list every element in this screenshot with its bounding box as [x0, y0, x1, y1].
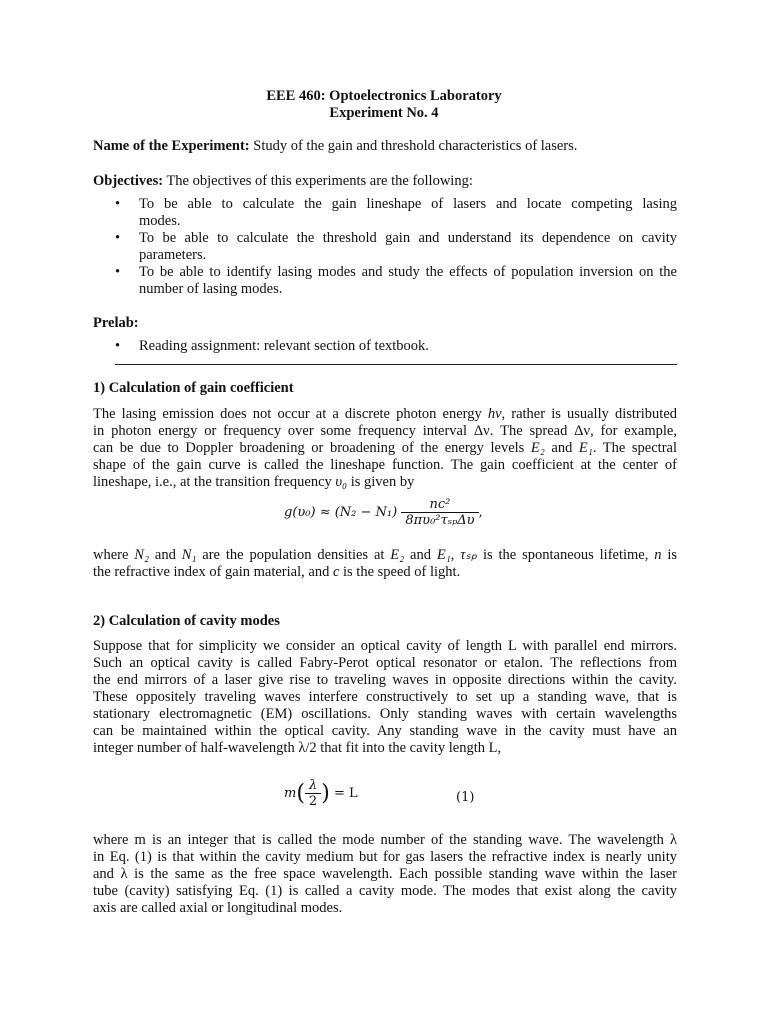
section-1-paragraph: The lasing emission does not occur at a discrete photon energy hν, rather is usually distributed in photon energy or frequency over some frequency interval Δν. The spread Δν, for example, can be due to Doppler broadening or broadening of the energy levels E₂ and E₁. The spectral shape of the gain curve is called the lineshape function. The gain coefficient at the center of lineshape, i.e., at the transition frequency υ₀ is given by	[93, 406, 678, 490]
section-2-after: where m is an integer that is called the mode number of the standing wave. The wavelength λ in Eq. (1) is that within the cavity medium but for gas lasers the refractive index is nearly unity and λ is the same as the free space wavelength. Each possible standing wave within the laser tube (cavity) satisfying Eq. (1) is called a cavity mode. The modes that exist along the cavity axis are called axial or longitudinal modes.	[93, 832, 677, 916]
list-item: • To be able to calculate the threshold gain and understand its dependence on cavity parameters.	[93, 230, 677, 264]
experiment-number: Experiment No. 4	[329, 105, 439, 121]
section-1-where: where N₂ and N₁ are the population densities at E₂ and E₁, τₛₚ is the spontaneous lifetime, n is the refractive index of gain material, and c is the speed of light.	[93, 547, 678, 580]
objectives-intro	[93, 173, 677, 190]
gain-equation: g(υ₀) ≈ (N₂ − N₁) $\frac{\text{nc²}}{\text{8πυ₀²τₛₚΔυ}}$ ,	[284, 497, 483, 528]
list-item: • To be able to calculate the gain lineshape of lasers and locate competing lasing modes.	[93, 196, 677, 230]
list-item: • To be able to identify lasing modes and study the effects of population inversion on the number of lasing modes.	[93, 264, 677, 298]
section-2-heading: 2) Calculation of cavity modes	[93, 613, 280, 629]
experiment-name	[93, 138, 677, 155]
section-1-heading: 1) Calculation of gain coefficient	[93, 380, 294, 396]
mode-equation: m( $\frac{\lambda}{2}$ ) = L	[284, 778, 358, 809]
experiment-name-text: Study of the gain and threshold characteristics of lasers.	[253, 138, 578, 154]
objectives-text: The objectives of this experiments are the following:	[166, 173, 473, 189]
equation-number: (1)	[456, 790, 475, 805]
prelab-list	[93, 338, 677, 355]
section-2-paragraph: Suppose that for simplicity we consider an optical cavity of length L with parallel end mirrors. Such an optical cavity is called Fabry-Perot optical resonator or etalon. The reflections from the end mirrors of a laser give rise to traveling waves in opposite directions within the cavity. These oppositely traveling waves interfere constructively to set up a standing wave, that is stationary electromagnetic (EM) oscillations. Only standing waves with certain wavelengths can be maintained within the optical cavity. Any standing wave in the cavity must have an integer number of half-wavelength λ/2 that fit into the cavity length L,	[93, 638, 677, 756]
course-title: EEE 460: Optoelectronics Laboratory	[266, 88, 502, 104]
list-item: • Reading assignment: relevant section of textbook.	[93, 338, 677, 355]
experiment-name-label: Name of the Experiment:	[93, 138, 250, 154]
objectives-list	[93, 196, 677, 298]
prelab-heading: Prelab:	[93, 315, 139, 331]
horizontal-rule	[115, 364, 677, 365]
objectives-label: Objectives:	[93, 173, 164, 189]
